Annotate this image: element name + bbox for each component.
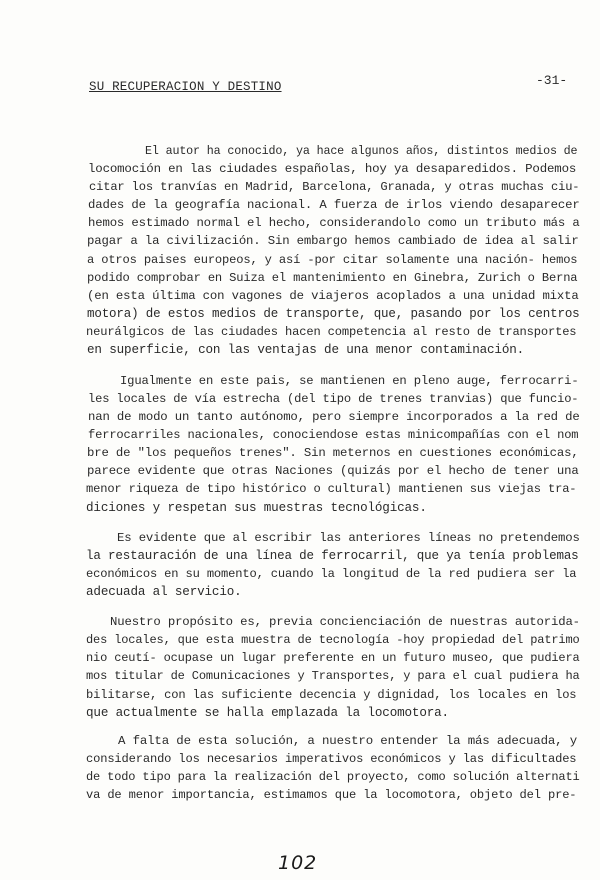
text-line: podido comprobar en Suiza el mantenimiento en Ginebra, Zurich o Berna bbox=[87, 271, 578, 285]
text-line: va de menor importancia, estimamos que la locomotora, objeto del pre- bbox=[86, 788, 577, 802]
text-line: les locales de vía estrecha (del tipo de trenes tranvias) que funcio- bbox=[88, 392, 579, 406]
text-line: a otros paises europeos, y así -por citar solamente una nación- hemos bbox=[87, 253, 578, 267]
text-line: menor riqueza de tipo histórico o cultural) mantienen sus viejas tra- bbox=[86, 482, 577, 496]
text-line: económicos en su momento, cuando la longitud de la red pudiera ser la bbox=[86, 567, 577, 581]
text-line: mos titular de Comunicaciones y Transportes, y para el cual pudiera ha bbox=[86, 669, 580, 683]
text-line: bilitarse, con las suficiente decencia y dignidad, los locales en los bbox=[86, 688, 577, 702]
section-title: SU RECUPERACION Y DESTINO bbox=[89, 80, 282, 94]
text-line: de todo tipo para la realización del proyecto, como solución alternati bbox=[86, 770, 580, 784]
text-line: citar los tranvías en Madrid, Barcelona, Granada, y otras muchas ciu- bbox=[89, 180, 580, 194]
text-line: neurálgicos de las ciudades hacen competencia al resto de transportes bbox=[86, 325, 577, 339]
text-line: dades de la geografía nacional. A fuerza de irlos viendo desaparecer bbox=[88, 198, 580, 212]
text-line: Nuestro propósito es, previa concienciación de nuestras autorida- bbox=[110, 615, 580, 629]
text-line: parece evidente que otras Naciones (quizás por el hecho de tener una bbox=[87, 464, 579, 478]
text-line: (en esta última con vagones de viajeros acoplados a una unidad mixta bbox=[87, 289, 579, 303]
text-line: Es evidente que al escribir las anteriores líneas no pretendemos bbox=[117, 531, 580, 545]
text-line: hemos estimado normal el hecho, considerandolo como un tributo más a bbox=[88, 216, 580, 230]
text-line: A falta de esta solución, a nuestro entender la más adecuada, y bbox=[118, 734, 577, 748]
text-line: en superficie, con las ventajas de una menor contaminación. bbox=[87, 343, 525, 357]
text-line: que actualmente se halla emplazada la locomotora. bbox=[86, 706, 449, 720]
text-line: la restauración de una línea de ferrocarril, que ya tenía problemas bbox=[86, 549, 579, 563]
page-number: -31- bbox=[536, 73, 568, 88]
text-line: bre de "los pequeños trenes". Sin meternos en cuestiones económicas, bbox=[87, 446, 579, 460]
text-line: nio ceutí- ocupase un lugar preferente en un futuro museo, que pudiera bbox=[86, 651, 580, 665]
text-line: adecuada al servicio. bbox=[86, 585, 242, 599]
text-line: des locales, que esta muestra de tecnología -hoy propiedad del patrimo bbox=[86, 633, 580, 647]
text-line: Igualmente en este pais, se mantienen en pleno auge, ferrocarri- bbox=[120, 374, 579, 388]
text-line: pagar a la civilización. Sin embargo hemos cambiado de idea al salir bbox=[87, 234, 579, 248]
text-line: locomoción en las ciudades españolas, hoy ya desaparedidos. Podemos bbox=[88, 162, 577, 176]
text-line: motora) de estos medios de transporte, que, pasando por los centros bbox=[87, 307, 580, 321]
text-line: El autor ha conocido, ya hace algunos años, distintos medios de bbox=[145, 144, 578, 158]
text-line: diciones y respetan sus muestras tecnológicas. bbox=[86, 501, 427, 515]
text-line: considerando los necesarios imperativos económicos y las dificultades bbox=[86, 752, 577, 766]
handwritten-page-number: 102 bbox=[278, 852, 318, 874]
text-line: ferrocarriles nacionales, conociendose estas minicompañías con el nom bbox=[88, 428, 579, 442]
text-line: nan de modo un tanto autónomo, pero siempre incorporados a la red de bbox=[88, 410, 580, 424]
